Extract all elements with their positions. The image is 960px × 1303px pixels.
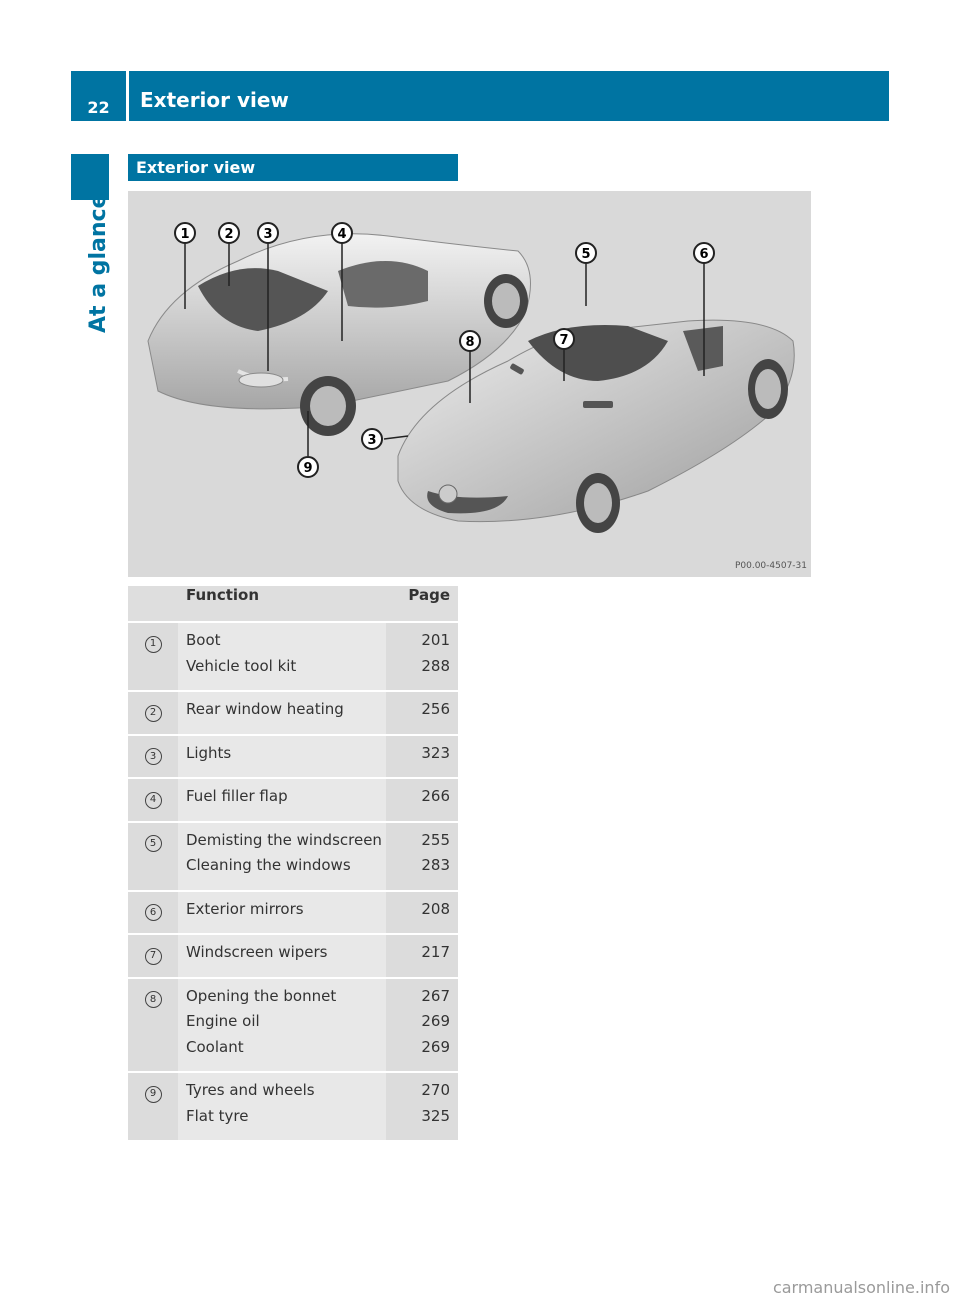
callout-6: [694, 243, 714, 263]
row-number-cell: [128, 934, 178, 978]
callout-9: [298, 457, 318, 477]
row-number-cell: [128, 891, 178, 935]
car-illustration: [128, 191, 811, 577]
callout-5: [576, 243, 596, 263]
table-row: [128, 622, 458, 691]
page-number: 22: [87, 98, 110, 117]
circled-number: 4: [145, 792, 162, 809]
page-number-link: 217: [421, 943, 450, 961]
function-text: Rear window heating: [186, 700, 344, 718]
function-text: Demisting the windscreen: [186, 830, 382, 849]
page-cell: [386, 1072, 458, 1141]
callout-3-front: [362, 429, 382, 449]
side-section-label: At a glance: [86, 193, 111, 333]
svg-text:3: 3: [367, 433, 377, 448]
page-number-link: 270: [421, 1081, 450, 1099]
circled-number: 1: [145, 636, 162, 653]
callout-2: [219, 223, 239, 243]
page-number-link: 323: [421, 743, 450, 762]
function-text: Exterior mirrors: [186, 899, 304, 918]
function-text: Opening the bonnet: [186, 986, 337, 1005]
function-text: Boot: [186, 631, 221, 649]
svg-text:5: 5: [581, 247, 591, 262]
function-text: Cleaning the windows: [186, 856, 351, 874]
svg-text:1: 1: [180, 227, 190, 242]
function-cell: [178, 1072, 386, 1141]
page-cell: [386, 934, 458, 978]
function-cell: [178, 934, 386, 978]
function-text: Coolant: [186, 1037, 244, 1056]
circled-number: 9: [145, 1086, 162, 1103]
header-function: Function: [178, 586, 386, 622]
exterior-view-figure: [128, 191, 811, 577]
table-row: [128, 778, 458, 822]
callout-7: [554, 329, 574, 349]
function-table: [128, 586, 458, 1142]
page-number-link: 325: [421, 1106, 450, 1125]
table-body: [128, 622, 458, 1141]
callout-3: [258, 223, 278, 243]
watermark: carmanualsonline.info: [772, 1278, 950, 1297]
svg-text:6: 6: [699, 247, 709, 262]
circled-number: 3: [145, 748, 162, 765]
svg-text:3: 3: [263, 227, 273, 242]
header-divider: [126, 71, 129, 121]
section-title: Exterior view: [136, 158, 256, 177]
svg-text:2: 2: [224, 227, 234, 242]
circled-number: 5: [145, 835, 162, 852]
table-row: [128, 891, 458, 935]
function-cell: [178, 822, 386, 891]
page-cell: [386, 891, 458, 935]
function-cell: [178, 778, 386, 822]
svg-text:4: 4: [337, 227, 347, 242]
table-header-row: [128, 586, 458, 622]
row-number-cell: [128, 735, 178, 779]
function-text: Engine oil: [186, 1012, 260, 1030]
row-number-cell: [128, 691, 178, 735]
function-text: Vehicle tool kit: [186, 656, 297, 675]
table-row: [128, 934, 458, 978]
table-row: [128, 735, 458, 779]
svg-text:8: 8: [465, 335, 475, 350]
table-row: [128, 691, 458, 735]
svg-text:9: 9: [303, 461, 313, 476]
page-cell: [386, 778, 458, 822]
row-number-cell: [128, 978, 178, 1073]
page-number-link: 269: [421, 1037, 450, 1056]
row-number-cell: [128, 1072, 178, 1141]
function-cell: [178, 891, 386, 935]
function-cell: [178, 691, 386, 735]
function-cell: [178, 978, 386, 1073]
svg-text:7: 7: [559, 333, 569, 348]
page-number-link: 267: [421, 986, 450, 1005]
callout-8: [460, 331, 480, 351]
function-cell: [178, 735, 386, 779]
function-text: Windscreen wipers: [186, 943, 328, 961]
callout-4: [332, 223, 352, 243]
callout-1: [175, 223, 195, 243]
table-row: [128, 978, 458, 1073]
row-number-cell: [128, 622, 178, 691]
header-page: Page: [386, 586, 458, 622]
page-number-link: 201: [421, 631, 450, 649]
page-cell: [386, 691, 458, 735]
page-number-link: 208: [421, 899, 450, 918]
page-cell: [386, 978, 458, 1073]
circled-number: 7: [145, 948, 162, 965]
page-number-link: 266: [421, 787, 450, 805]
row-number-cell: [128, 822, 178, 891]
header-number: [128, 586, 178, 622]
table-row: [128, 1072, 458, 1141]
function-text: Tyres and wheels: [186, 1081, 315, 1099]
page-cell: [386, 822, 458, 891]
page-cell: [386, 735, 458, 779]
circled-number: 6: [145, 904, 162, 921]
function-text: Fuel filler flap: [186, 787, 288, 805]
page-number-link: 256: [421, 700, 450, 718]
function-text: Lights: [186, 743, 232, 762]
figure-code: P00.00-4507-31: [734, 561, 807, 571]
function-text: Flat tyre: [186, 1106, 249, 1125]
function-cell: [178, 622, 386, 691]
row-number-cell: [128, 778, 178, 822]
page-number-link: 255: [421, 830, 450, 849]
page-number-link: 288: [421, 656, 450, 675]
circled-number: 8: [145, 991, 162, 1008]
table-row: [128, 822, 458, 891]
page-cell: [386, 622, 458, 691]
page-number-link: 283: [421, 856, 450, 874]
circled-number: 2: [145, 705, 162, 722]
page-number-link: 269: [421, 1012, 450, 1030]
header-title: Exterior view: [140, 88, 289, 112]
